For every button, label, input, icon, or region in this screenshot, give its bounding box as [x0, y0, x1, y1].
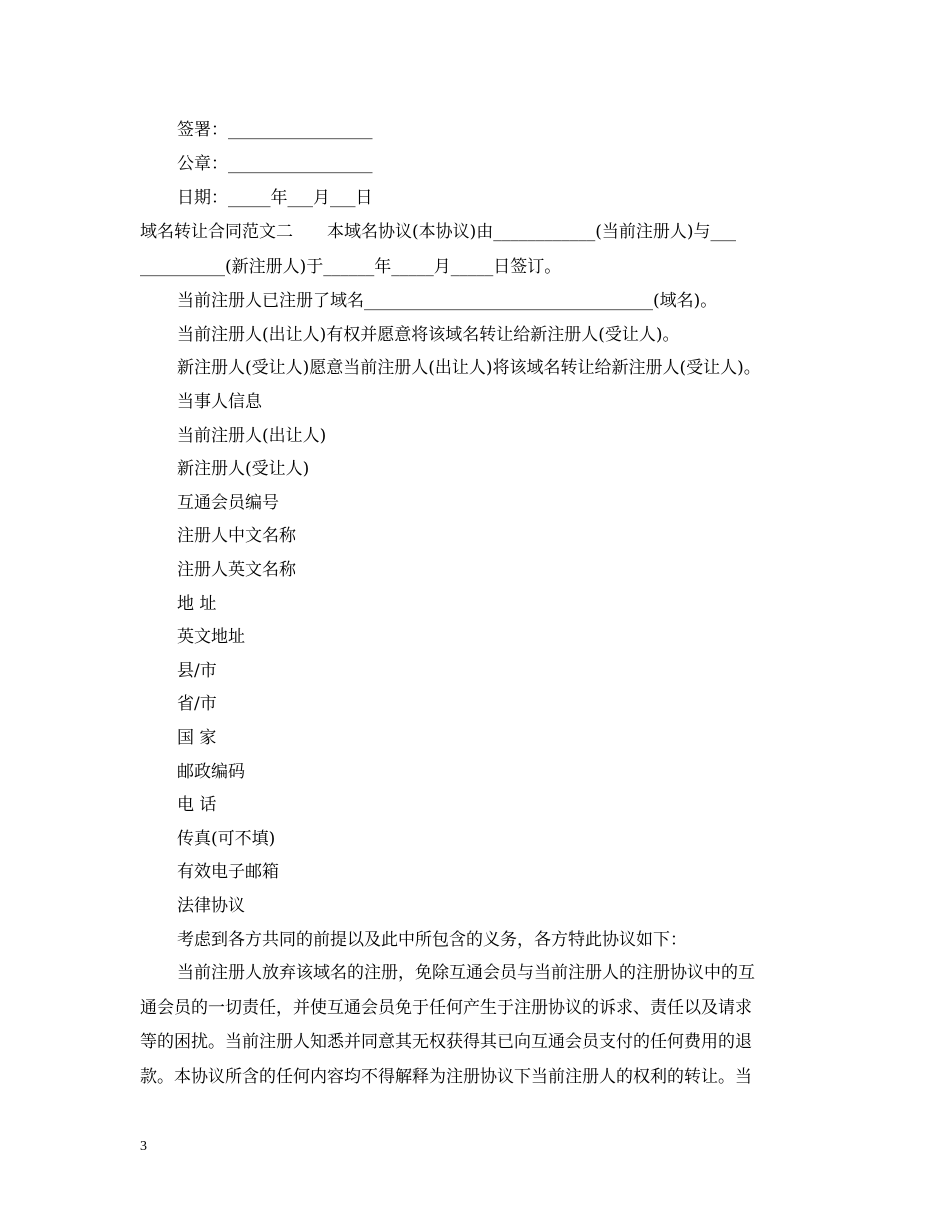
body-paragraph-line-4: 款。本协议所含的任何内容均不得解释为注册协议下当前注册人的权利的转让。当 — [140, 1067, 752, 1087]
date-line: 日期：_____年___月___日 — [177, 188, 373, 208]
contract-heading-line: 域名转让合同范文二 本域名协议(本协议)由____________(当前注册人)与___ — [140, 222, 737, 242]
transferor-consent-line: 当前注册人(出让人)有权并愿意将该域名转让给新注册人(受让人)。 — [177, 325, 680, 345]
page-number: 3 — [140, 1139, 147, 1154]
english-name-label: 注册人英文名称 — [177, 560, 296, 580]
transferee-consent-line: 新注册人(受让人)愿意当前注册人(出让人)将该域名转让给新注册人(受让人)。 — [177, 358, 761, 378]
signature-line: 签署：_________________ — [177, 120, 373, 140]
country-label: 国 家 — [177, 728, 217, 748]
legal-agreement-heading: 法律协议 — [177, 896, 245, 916]
current-registrant-label: 当前注册人(出让人) — [177, 426, 327, 446]
new-registrant-label: 新注册人(受让人) — [177, 459, 310, 479]
address-label: 地 址 — [177, 594, 217, 614]
domain-registered-line: 当前注册人已注册了域名__________________________________(域名)。 — [177, 291, 718, 311]
member-number-label: 互通会员编号 — [177, 493, 279, 513]
province-city-label: 省/市 — [177, 694, 217, 714]
chinese-name-label: 注册人中文名称 — [177, 526, 296, 546]
consideration-line: 考虑到各方共同的前提以及此中所包含的义务，各方特此协议如下： — [177, 930, 687, 950]
county-city-label: 县/市 — [177, 661, 217, 681]
body-paragraph-line-1: 当前注册人放弃该域名的注册，免除互通会员与当前注册人的注册协议中的互 — [177, 963, 755, 983]
new-registrant-date-line: __________(新注册人)于______年_____月_____日签订。 — [140, 257, 562, 277]
party-info-heading: 当事人信息 — [177, 392, 262, 412]
phone-label: 电 话 — [177, 795, 217, 815]
seal-line: 公章：_________________ — [177, 154, 373, 174]
body-paragraph-line-2: 通会员的一切责任，并使互通会员免于任何产生于注册协议的诉求、责任以及请求 — [140, 998, 752, 1018]
english-address-label: 英文地址 — [177, 627, 245, 647]
postal-code-label: 邮政编码 — [177, 762, 245, 782]
email-label: 有效电子邮箱 — [177, 862, 279, 882]
fax-label: 传真(可不填) — [177, 829, 276, 849]
body-paragraph-line-3: 等的困扰。当前注册人知悉并同意其无权获得其已向互通会员支付的任何费用的退 — [140, 1032, 752, 1052]
